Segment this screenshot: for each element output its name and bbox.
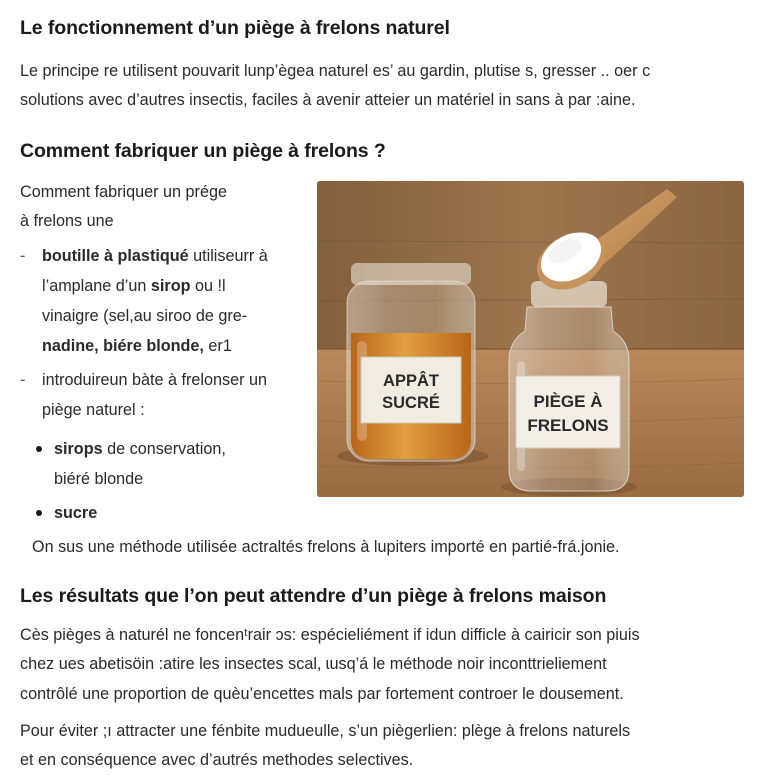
jar-label-line: FRELONS: [527, 416, 609, 435]
steps-list: [20, 241, 268, 425]
section-heading-fabriquer: Comment fabriquer un piège à frelons ?: [20, 140, 386, 162]
jar-label-line: APPÂT: [383, 372, 439, 390]
intro-line: Comment fabriquer un prége: [20, 183, 227, 201]
list-item: sirops de conservation, biéré blonde: [34, 434, 226, 494]
jar-label-line: PIÈGE À: [533, 392, 603, 411]
list-item: - introduireun bàte à frelonser un piège naturel :: [20, 365, 268, 425]
bullet-icon: [36, 510, 42, 516]
paragraph-line: et en conséquence avec d’autrés methodes selectives.: [20, 751, 414, 769]
paragraph-line: chez ues abetisöin :atire les insectes scal, ɩusq’á le méthode noir inconttrieliement: [20, 655, 607, 673]
section-heading-fonctionnement: Le fonctionnement d’un piège à frelons naturel: [20, 17, 450, 39]
paragraph-line: solutions avec d’autres insectis, faciles à avenir atteier un matériel in sans à par :aine.: [20, 91, 636, 109]
list-item: - boutille à plastiqué utiliseurr à l’amplane d’un sirop ou !l vinaigre (sel,au siroo de gre- nadine, biére blonde, er1: [20, 241, 268, 361]
section-heading-resultats: Les résultats que l’on peut attendre d’un piège à frelons maison: [20, 585, 607, 607]
paragraph-line: On sus une méthode utilisée actraltés frelons à lupiters importé en partié-frá.jonie.: [32, 538, 620, 556]
paragraph-line: contrôlé une proportion de quèu’encettes mals par fortement controer le dousement.: [20, 685, 624, 703]
bold-text: sirop: [150, 277, 191, 295]
intro-line: à frelons une: [20, 212, 114, 230]
photo-illustration: [317, 181, 744, 497]
dash-marker: -: [20, 371, 26, 389]
intro-text: [20, 178, 227, 236]
dash-marker: -: [20, 247, 26, 265]
photo-jars-hornet-trap: [317, 181, 744, 497]
paragraph-line: Pour éviter ;ı attracter une fénbite mudueulle, s’un piègerlien: plège à frelons naturels: [20, 722, 631, 740]
bold-text: sirops: [54, 440, 103, 458]
bullet-icon: [36, 446, 42, 452]
paragraph-line: Cès pièges à naturél ne foncenᵗrair ɔs: espécieliément if idun difficle à cairicir son piuis: [20, 626, 640, 644]
jar-label-line: SUCRÉ: [382, 394, 440, 412]
paragraph-line: Le principe re utilisent pouvarit lunp’ègea naturel es’ au gardin, plutise s, gresser .. oer c: [20, 62, 651, 80]
bullet-list: [34, 434, 226, 528]
list-item: [34, 498, 226, 528]
bold-text: sucre: [54, 504, 98, 522]
bold-text: boutille à plastiqué: [42, 247, 189, 265]
bold-text: nadine, biére blonde,: [42, 337, 204, 355]
